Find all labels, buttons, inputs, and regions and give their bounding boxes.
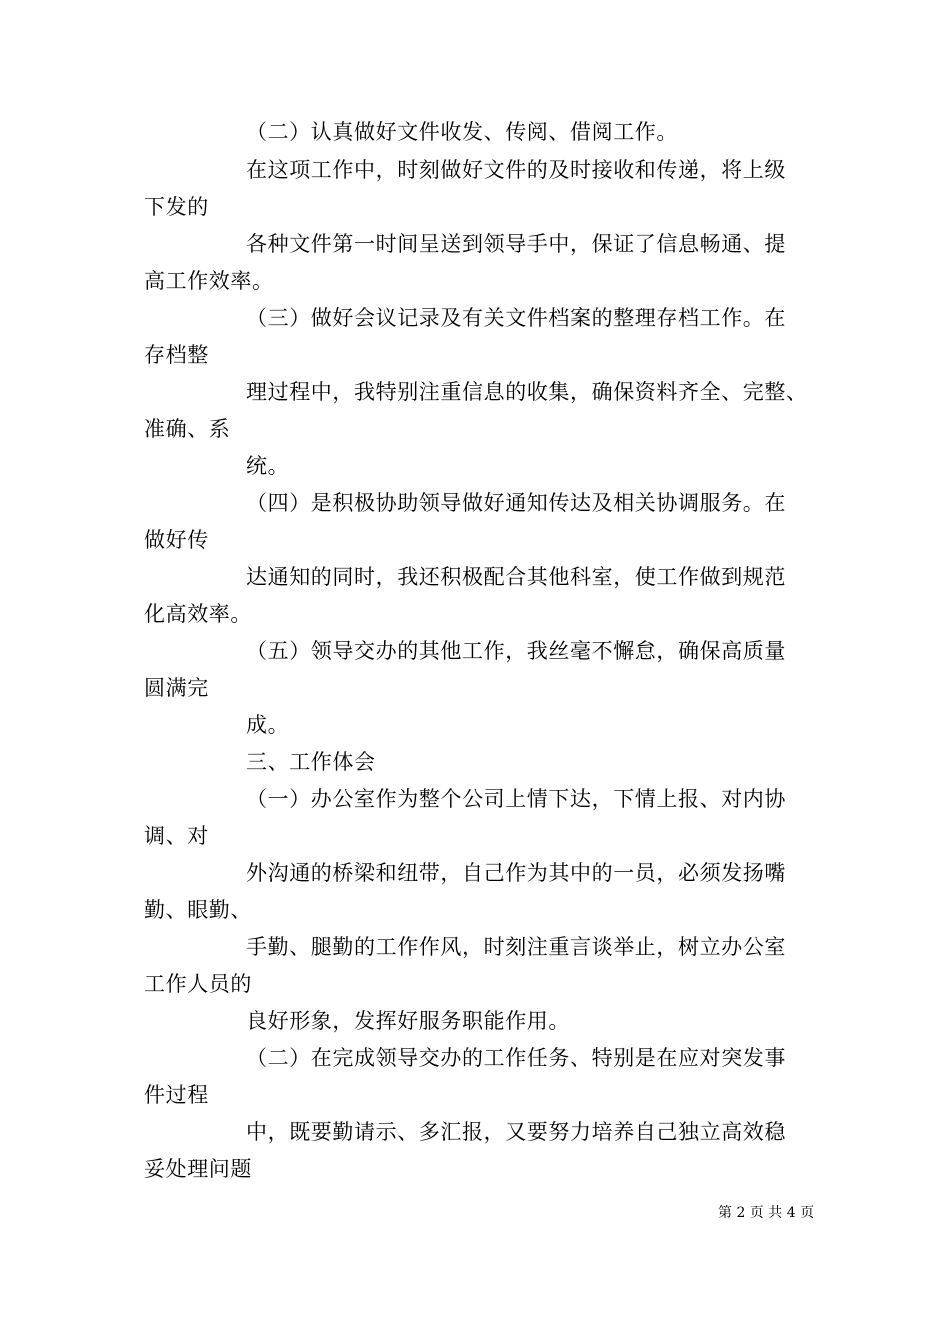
paragraph-line: 做好传	[144, 528, 209, 552]
paragraph-line: （二）认真做好文件收发、传阅、借阅工作。	[246, 120, 678, 144]
paragraph-line: 良好形象，发挥好服务职能作用。	[246, 1009, 570, 1033]
paragraph-line: 成。	[246, 713, 290, 737]
paragraph-line: （二）在完成领导交办的工作任务、特别是在应对突发事	[246, 1046, 786, 1070]
paragraph-line: 各种文件第一时间呈送到领导手中，保证了信息畅通、提	[246, 232, 786, 256]
paragraph-line: 圆满完	[144, 676, 209, 700]
paragraph-line: 工作人员的	[144, 972, 252, 996]
paragraph-line: （一）办公室作为整个公司上情下达，下情上报、对内协	[246, 787, 786, 811]
paragraph-line: 中，既要勤请示、多汇报，又要努力培养自己独立高效稳	[246, 1120, 786, 1144]
paragraph-line: 存档整	[144, 343, 209, 367]
paragraph-line: 勤、眼勤、	[144, 898, 252, 922]
section-heading: 三、工作体会	[246, 750, 376, 774]
paragraph-line: 统。	[246, 454, 290, 478]
paragraph-line: （三）做好会议记录及有关文件档案的整理存档工作。在	[246, 306, 786, 330]
paragraph-line: （五）领导交办的其他工作，我丝毫不懈怠，确保高质量	[246, 639, 786, 663]
page-number-footer: 第 2 页 共 4 页	[718, 1205, 815, 1221]
paragraph-line: 外沟通的桥梁和纽带，自己作为其中的一员，必须发扬嘴	[246, 861, 786, 885]
paragraph-line: 件过程	[144, 1083, 209, 1107]
paragraph-line: 化高效率。	[144, 602, 252, 626]
paragraph-line: 达通知的同时，我还积极配合其他科室，使工作做到规范	[246, 565, 786, 589]
paragraph-line: 在这项工作中，时刻做好文件的及时接收和传递，将上级	[246, 158, 786, 182]
paragraph-line: （四）是积极协助领导做好通知传达及相关协调服务。在	[246, 491, 786, 515]
paragraph-line: 调、对	[144, 824, 209, 848]
paragraph-line: 理过程中，我特别注重信息的收集，确保资料齐全、完整、	[246, 380, 808, 404]
paragraph-line: 下发的	[144, 195, 209, 219]
paragraph-line: 准确、系	[144, 417, 231, 441]
paragraph-line: 高工作效率。	[144, 269, 274, 293]
paragraph-line: 手勤、腿勤的工作作风，时刻注重言谈举止，树立办公室	[246, 935, 786, 959]
paragraph-line: 妥处理问题	[144, 1157, 252, 1181]
